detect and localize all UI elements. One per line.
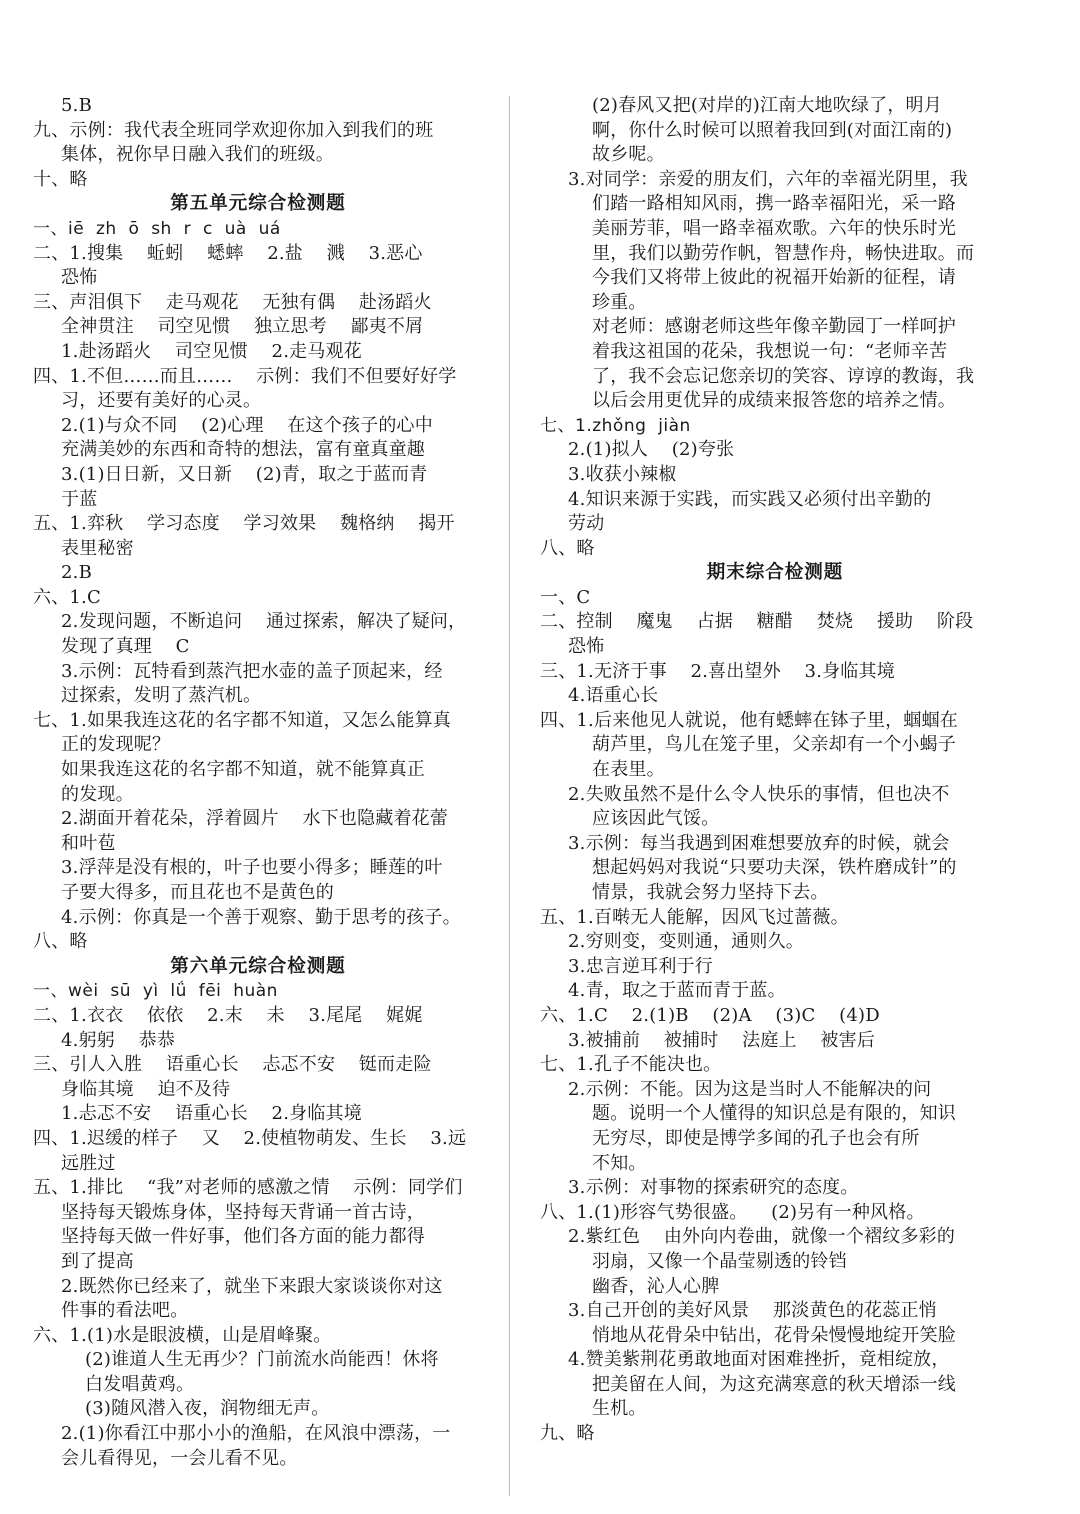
answer-line: 2.(1)与众不同 (2)心理 在这个孩子的心中 [61, 414, 433, 436]
answer-line: 身临其境 迫不及待 [61, 1078, 231, 1100]
section-heading: 期末综合检测题 [706, 562, 844, 584]
column-divider [509, 96, 510, 1496]
answer-line: 2.穷则变，变则通，通则久。 [568, 931, 804, 953]
answer-line: 远胜过 [61, 1152, 116, 1174]
answer-line: 的发现。 [61, 783, 134, 805]
answer-line: 三、1.无济于事 2.喜出望外 3.身临其境 [540, 660, 895, 682]
answer-line: 3.对同学：亲爱的朋友们，六年的幸福光阴里，我 [568, 168, 968, 190]
answer-line: 2.B [61, 562, 93, 584]
answer-line: 九、示例：我代表全班同学欢迎你加入到我们的班 [33, 119, 434, 141]
answer-line: 们踏一路相知风雨，携一路幸福阳光，采一路 [592, 193, 956, 215]
answer-line: 表里秘密 [61, 537, 134, 559]
answer-line: 过探索，发明了蒸汽机。 [61, 685, 262, 707]
answer-line: 应该因此气馁。 [592, 808, 720, 830]
answer-line: 2.既然你已经来了，就坐下来跟大家谈谈你对这 [61, 1275, 443, 1297]
answer-line: 四、1.后来他见人就说，他有蟋蟀在钵子里，蝈蝈在 [540, 709, 958, 731]
answer-line: 六、1.C [33, 586, 101, 608]
answer-line: 子要大得多，而且花也不是黄色的 [61, 882, 334, 903]
answer-line: 2.失败虽然不是什么令人快乐的事情，但也决不 [568, 783, 950, 805]
answer-line: 四、1.不但……而且…… 示例：我们不但要好好学 [33, 365, 457, 387]
answer-line: 三、引人入胜 语重心长 忐忑不安 铤而走险 [33, 1054, 432, 1076]
answer-line: 一、wèi sū yì lǘ fēi huàn [33, 981, 278, 1002]
answer-line: 件事的看法吧。 [61, 1300, 189, 1322]
answer-line: 六、1.(1)水是眼波横，山是眉峰聚。 [33, 1324, 332, 1346]
answer-line: 2.发现问题，不断追问 通过探索，解决了疑问， [61, 611, 467, 633]
answer-line: 4.知识来源于实践，而实践又必须付出辛勤的 [568, 488, 932, 510]
answer-line: 题。说明一个人懂得的知识总是有限的，知识 [592, 1103, 956, 1125]
answer-line: 一、iē zh ō sh r c uà uá [33, 218, 281, 239]
answer-line: 幽香，沁人心脾 [592, 1275, 720, 1297]
answer-line: 八、略 [540, 537, 595, 559]
answer-line: 白发唱黄鸡。 [85, 1373, 195, 1395]
right-column [540, 94, 1010, 1447]
answer-line: 悄地从花骨朵中钻出，花骨朵慢慢地绽开笑脸 [592, 1324, 956, 1346]
answer-line: 4.示例：你真是一个善于观察、勤于思考的孩子。 [61, 906, 461, 928]
answer-line: (2)谁道人生无再少？门前流水尚能西！休将 [85, 1349, 439, 1371]
answer-line: 了，我不会忘记您亲切的笑容、谆谆的教诲，我 [592, 365, 975, 387]
answer-line: 想起妈妈对我说“只要功夫深，铁杵磨成针”的 [592, 857, 957, 879]
answer-line: 以后会用更优异的成绩来报答您的培养之情。 [592, 390, 956, 412]
answer-line: 把美留在人间，为这充满寒意的秋天增添一线 [592, 1373, 956, 1395]
answer-line: 坚持每天做一件好事，他们各方面的能力都得 [61, 1226, 425, 1248]
answer-line: 恐怖 [568, 636, 605, 658]
answer-line: 正的发现呢？ [61, 734, 171, 756]
answer-line: 七、1.zhǒng jiàn [540, 415, 691, 436]
answer-line: 不知。 [592, 1152, 647, 1174]
answer-line: 充满美妙的东西和奇特的想法，富有童真童趣 [61, 439, 425, 461]
answer-line: 美丽芳菲，唱一路幸福欢歌。六年的快乐时光 [592, 217, 956, 239]
answer-line: 着我这祖国的花朵，我想说一句：“老师辛苦 [592, 340, 948, 362]
answer-line: 集体，祝你早日融入我们的班级。 [61, 144, 334, 166]
answer-line: 如果我连这花的名字都不知道，就不能算真正 [61, 759, 425, 781]
answer-line: 在表里。 [592, 759, 665, 781]
answer-line: 5.B [61, 95, 93, 116]
answer-line: 五、1.百啭无人能解，因风飞过蔷薇。 [540, 906, 849, 928]
answer-line: 三、声泪俱下 走马观花 无独有偶 赴汤蹈火 [33, 291, 432, 313]
answer-line: 羽扇，又像一个晶莹剔透的铃铛 [592, 1250, 847, 1272]
answer-line: 习，还要有美好的心灵。 [61, 390, 262, 412]
answer-line: 全神贯注 司空见惯 独立思考 鄙夷不屑 [61, 316, 424, 338]
answer-line: 3.被捕前 被捕时 法庭上 被害后 [568, 1029, 876, 1051]
answer-line: 3.示例：对事物的探索研究的态度。 [568, 1177, 859, 1199]
answer-line: 五、1.排比 “我”对老师的感激之情 示例：同学们 [33, 1177, 463, 1199]
answer-line: 情景，我就会努力坚持下去。 [592, 882, 829, 903]
answer-line: 1.赴汤蹈火 司空见惯 2.走马观花 [61, 340, 362, 362]
answer-line: 2.紫红色 由外向内卷曲，就像一个褶纹多彩的 [568, 1226, 956, 1248]
answer-line: 2.示例：不能。因为这是当时人不能解决的问 [568, 1078, 932, 1100]
answer-line: 二、控制 魔鬼 占据 糖醋 焚烧 援助 阶段 [540, 611, 974, 633]
answer-line: 2.(1)你看江中那小小的渔船，在风浪中漂荡，一 [61, 1423, 451, 1445]
answer-line: 八、略 [33, 931, 88, 953]
answer-line: 恐怖 [61, 267, 98, 289]
answer-line: 啊，你什么时候可以照着我回到(对面江南的) [592, 119, 953, 141]
answer-line: 十、略 [33, 168, 88, 190]
answer-line: 1.忐忑不安 语重心长 2.身临其境 [61, 1103, 362, 1125]
answer-line: 九、略 [540, 1423, 595, 1445]
answer-line: (3)随风潜入夜，润物细无声。 [85, 1398, 330, 1420]
answer-line: 八、1.(1)形容气势很盛。 (2)另有一种风格。 [540, 1201, 925, 1223]
answer-line: 2.湖面开着花朵，浮着圆片 水下也隐藏着花蕾 [61, 808, 449, 830]
answer-line: 发现了真理 C [61, 636, 190, 658]
answer-line: 葫芦里，鸟儿在笼子里，父亲却有一个小蝎子 [592, 734, 956, 756]
section-heading: 第五单元综合检测题 [170, 193, 346, 215]
answer-line: 4.语重心长 [568, 685, 659, 707]
left-column [33, 94, 483, 1471]
answer-line: 会儿看得见，一会儿看不见。 [61, 1447, 298, 1469]
answer-line: 2.(1)拟人 (2)夸张 [568, 439, 735, 461]
answer-line: 一、C [540, 586, 591, 608]
answer-line: 六、1.C 2.(1)B (2)A (3)C (4)D [540, 1004, 880, 1026]
answer-line: 四、1.迟缓的样子 又 2.使植物萌发、生长 3.远 [33, 1127, 467, 1149]
answer-line: 3.浮萍是没有根的，叶子也要小得多；睡莲的叶 [61, 857, 443, 879]
answer-line: 3.忠言逆耳利于行 [568, 955, 713, 977]
answer-line: 3.示例：每当我遇到困难想要放弃的时候，就会 [568, 832, 950, 854]
answer-line: 4.躬躬 恭恭 [61, 1029, 176, 1051]
answer-line: 于蓝 [61, 488, 98, 510]
answer-line: 4.青，取之于蓝而青于蓝。 [568, 980, 786, 1002]
answer-line: 无穷尽，即使是博学多闻的孔子也会有所 [592, 1127, 920, 1149]
answer-line: 坚持每天锻炼身体，坚持每天背诵一首古诗， [61, 1201, 425, 1223]
answer-line: 3.示例：瓦特看到蒸汽把水壶的盖子顶起来，经 [61, 660, 443, 682]
answer-line: 二、1.搜集 蚯蚓 蟋蟀 2.盐 溅 3.恶心 [33, 242, 423, 264]
answer-line: 珍重。 [592, 291, 647, 313]
answer-line: 七、1.孔子不能决也。 [540, 1054, 722, 1076]
answer-line: 今我们又将带上彼此的祝福开始新的征程，请 [592, 267, 956, 289]
answer-line: 七、1.如果我连这花的名字都不知道，又怎么能算真 [33, 709, 451, 731]
section-heading: 第六单元综合检测题 [170, 955, 346, 977]
answer-line: 生机。 [592, 1398, 647, 1420]
answer-line: (2)春风又把(对岸的)江南大地吹绿了，明月 [592, 95, 942, 116]
answer-line: 到了提高 [61, 1250, 134, 1272]
answer-line: 故乡呢。 [592, 144, 665, 166]
answer-line: 3.(1)日日新，又日新 (2)青，取之于蓝而青 [61, 463, 428, 485]
answer-line: 3.自己开创的美好风景 那淡黄色的花蕊正悄 [568, 1300, 937, 1322]
answer-line: 3.收获小辣椒 [568, 463, 677, 485]
answer-line: 劳动 [568, 513, 605, 535]
answer-line: 4.赞美紫荆花勇敢地面对困难挫折，竟相绽放， [568, 1349, 950, 1371]
answer-line: 里，我们以勤劳作帆，智慧作舟，畅快进取。而 [592, 242, 975, 264]
answer-line: 二、1.衣衣 依依 2.末 未 3.尾尾 娓娓 [33, 1004, 423, 1026]
answer-line: 对老师：感谢老师这些年像辛勤园丁一样呵护 [592, 316, 956, 338]
answer-line: 五、1.弈秋 学习态度 学习效果 魏格纳 揭开 [33, 513, 455, 535]
answer-line: 和叶苞 [61, 832, 116, 854]
